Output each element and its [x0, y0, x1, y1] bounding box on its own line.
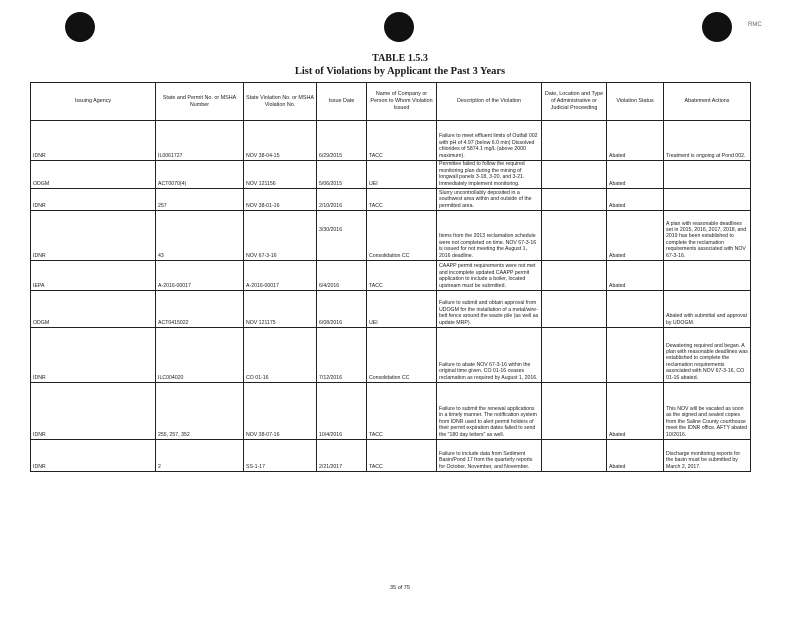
abatement-cell — [664, 189, 751, 211]
description-cell: Failure to include data from Sediment Basin/Pond 17 from the quarterly reports for October, November, and November. — [437, 440, 542, 472]
permit-number-cell: 2 — [156, 440, 244, 472]
permit-number-cell: 257 — [156, 189, 244, 211]
status-cell: Abated — [607, 383, 664, 440]
description-cell: Slurry uncontrollably deposited in a southwest area within and outside of the permitted area. — [437, 189, 542, 211]
status-cell — [607, 291, 664, 328]
column-header: Name of Company or Person to Whom Violation Issued — [367, 83, 437, 121]
issuing-agency-cell: IDNR — [31, 440, 156, 472]
company-cell: TACC — [367, 121, 437, 161]
description-cell: Permittee failed to follow the required monitoring plan during the mining of longwall panels 3-18, 3-20, and 3-21. Immediately implement monitoring. — [437, 161, 542, 189]
table-subtitle: List of Violations by Applicant the Past 3 Years — [294, 66, 506, 77]
table-row — [31, 121, 751, 161]
company-cell: UEI — [367, 161, 437, 189]
permit-number-cell: ILC004020 — [156, 328, 244, 383]
issue-date-cell: 3/30/2016 — [317, 211, 367, 261]
proceeding-cell — [542, 261, 607, 291]
proceeding-cell — [542, 328, 607, 383]
company-cell: Consolidation CC — [367, 211, 437, 261]
table-row — [31, 440, 751, 472]
company-cell: TACC — [367, 440, 437, 472]
description-cell: Failure to abate NOV 67-3-16 within the original time given. CO 01-16 ceases reclamation as required by August 1, 2016. — [437, 328, 542, 383]
violation-number-cell: SS-1-17 — [244, 440, 317, 472]
proceeding-cell — [542, 211, 607, 261]
column-header: Abatement Actions — [664, 83, 751, 121]
permit-number-cell: IL0061727 — [156, 121, 244, 161]
description-cell: Failure to meet effluent limits of Outfall 002 with pH of 4.97 (below 6.0 min) Dissolved chlorides of 5874.1 mg/L (above 2000 maximum). — [437, 121, 542, 161]
proceeding-cell — [542, 440, 607, 472]
column-header: Violation Status — [607, 83, 664, 121]
violations-table — [30, 82, 751, 472]
issuing-agency-cell: IDNR — [31, 121, 156, 161]
table-row — [31, 328, 751, 383]
issuing-agency-cell: IEPA — [31, 261, 156, 291]
proceeding-cell — [542, 161, 607, 189]
table-row — [31, 291, 751, 328]
issue-date-cell: 6/08/2016 — [317, 291, 367, 328]
violation-number-cell: A-2016-00017 — [244, 261, 317, 291]
page-number: 35 of 75 — [390, 585, 410, 591]
proceeding-cell — [542, 291, 607, 328]
issue-date-cell: 2/21/2017 — [317, 440, 367, 472]
punch-hole-right — [702, 12, 732, 42]
table-row — [31, 161, 751, 189]
proceeding-cell — [542, 121, 607, 161]
company-cell: TACC — [367, 261, 437, 291]
column-header: Issue Date — [317, 83, 367, 121]
table-row — [31, 189, 751, 211]
issuing-agency-cell: IDNR — [31, 328, 156, 383]
status-cell: Abated — [607, 161, 664, 189]
abatement-cell — [664, 261, 751, 291]
company-cell: TACC — [367, 189, 437, 211]
issue-date-cell: 6/4/2016 — [317, 261, 367, 291]
column-header: State Violation No. or MSHA Violation No. — [244, 83, 317, 121]
abatement-cell: A plan with reasonable deadlines set in 2015, 2016, 2017, 2018, and 2019 has been established to complete the reclamation requirements associated with NOV 67-3-16. — [664, 211, 751, 261]
issuing-agency-cell: ODGM — [31, 291, 156, 328]
violation-number-cell: NOV 38-07-16 — [244, 383, 317, 440]
violation-number-cell: NOV 38-01-16 — [244, 189, 317, 211]
violation-number-cell: NOV 38-04-15 — [244, 121, 317, 161]
corner-stamp: RMC — [748, 22, 762, 28]
table-row — [31, 383, 751, 440]
table-heading — [0, 52, 800, 78]
issue-date-cell: 7/12/2016 — [317, 328, 367, 383]
description-cell: Failure to submit the renewal applications in a timely manner. The notification system from IDNR used to alert permit holders of their permit expiration dates failed to send the "180 day letters" as well. — [437, 383, 542, 440]
violation-number-cell: NOV 67-3-16 — [244, 211, 317, 261]
violation-number-cell: CO 01-16 — [244, 328, 317, 383]
table-row — [31, 211, 751, 261]
status-cell: Abated — [607, 211, 664, 261]
company-cell: TACC — [367, 383, 437, 440]
table-title: TABLE 1.5.3 — [372, 53, 428, 64]
issue-date-cell: 2/10/2016 — [317, 189, 367, 211]
punch-hole-left — [65, 12, 95, 42]
abatement-cell: Treatment is ongoing at Pond 002. — [664, 121, 751, 161]
status-cell: Abated — [607, 121, 664, 161]
status-cell: Abated — [607, 189, 664, 211]
status-cell: Abated — [607, 261, 664, 291]
issue-date-cell: 10/4/2016 — [317, 383, 367, 440]
description-cell: CAAPP permit requirements were not met and incomplete updated CAAPP permit application to include a boiler, located upstream must be submitted. — [437, 261, 542, 291]
header-row — [31, 83, 751, 121]
permit-number-cell: 255, 257, 352 — [156, 383, 244, 440]
column-header: Date, Location and Type of Administrative or Judicial Proceeding — [542, 83, 607, 121]
abatement-cell: Dewatering required and began. A plan with reasonable deadlines was established to complete the reclamation requirements associated with NOV 67-3-16, CO 01-16 abated. — [664, 328, 751, 383]
punch-hole-center — [384, 12, 414, 42]
proceeding-cell — [542, 383, 607, 440]
column-header: Description of the Violation — [437, 83, 542, 121]
permit-number-cell: ACT0070(4) — [156, 161, 244, 189]
abatement-cell: Discharge monitoring reports for the basin must be submitted by March 2, 2017. — [664, 440, 751, 472]
permit-number-cell: A-2016-00017 — [156, 261, 244, 291]
issuing-agency-cell: ODGM — [31, 161, 156, 189]
company-cell: Consolidation CC — [367, 328, 437, 383]
abatement-cell: Abated with submittal and approval by UDOGM. — [664, 291, 751, 328]
permit-number-cell: ACT0415022 — [156, 291, 244, 328]
permit-number-cell: 43 — [156, 211, 244, 261]
status-cell — [607, 328, 664, 383]
issuing-agency-cell: IDNR — [31, 383, 156, 440]
company-cell: UEI — [367, 291, 437, 328]
proceeding-cell — [542, 189, 607, 211]
issue-date-cell: 5/06/2015 — [317, 161, 367, 189]
issuing-agency-cell: IDNR — [31, 211, 156, 261]
violation-number-cell: NOV 121175 — [244, 291, 317, 328]
column-header: State and Permit No. or MSHA Number — [156, 83, 244, 121]
violation-number-cell: NOV 121156 — [244, 161, 317, 189]
abatement-cell: This NOV will be vacated as soon as the signed and sealed copies from the Saline County courthouse meet the IDNR office. AFTY abated 10/2016. — [664, 383, 751, 440]
issue-date-cell: 6/29/2015 — [317, 121, 367, 161]
description-cell: Failure to submit and obtain approval from UDOGM for the installation of a metal/wire-belt fence around the waste pile (as well as update MRP). — [437, 291, 542, 328]
column-header: Issuing Agency — [31, 83, 156, 121]
description-cell: Items from the 2013 reclamation schedule were not completed on time. NOV 67-3-16 is issued for not meeting the August 1, 2016 deadline. — [437, 211, 542, 261]
abatement-cell — [664, 161, 751, 189]
issuing-agency-cell: IDNR — [31, 189, 156, 211]
status-cell: Abated — [607, 440, 664, 472]
table-row — [31, 261, 751, 291]
